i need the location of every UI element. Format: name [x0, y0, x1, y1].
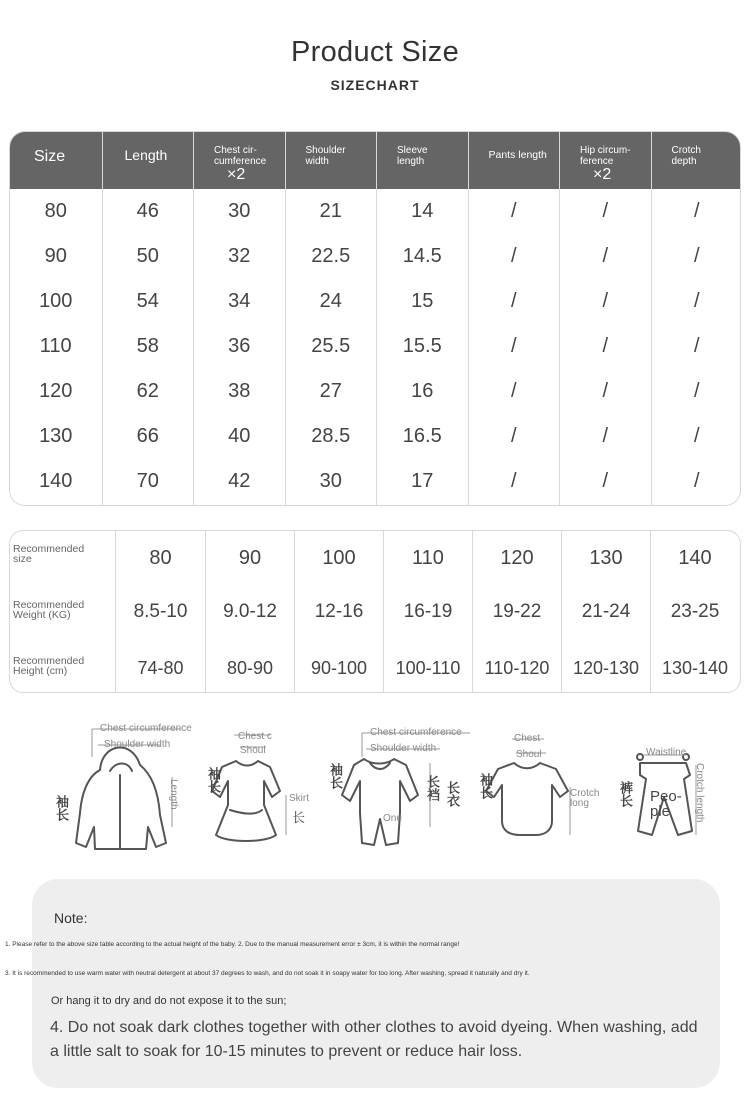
recommend-col: [561, 531, 650, 693]
size-col-shoulder: [285, 132, 377, 506]
header-label: Sleeve length: [397, 145, 428, 167]
romper-shoulder-label: Shoulder width: [370, 743, 437, 754]
recommend-col: [383, 531, 472, 693]
table-cell: 15: [411, 290, 434, 312]
table-cell: 58: [136, 335, 159, 357]
table-cell: 15.5: [402, 335, 442, 357]
table-cell: /: [693, 470, 700, 492]
recommend-size-cell: 110: [412, 547, 444, 569]
table-cell: 34: [228, 290, 251, 312]
table-cell: 40: [228, 425, 251, 447]
size-col-pants-length: [468, 132, 560, 506]
recommend-size-cell: 140: [678, 547, 712, 569]
table-cell: 66: [136, 425, 159, 447]
recommend-size-cell: 80: [149, 547, 172, 569]
table-cell: 42: [228, 470, 251, 492]
table-cell: /: [510, 290, 517, 312]
table-cell: 62: [136, 380, 159, 402]
table-cell: 30: [319, 470, 342, 492]
recommend-weight-cell: 12-16: [314, 601, 364, 622]
romper-length-label-2: 长衣: [445, 781, 460, 807]
table-cell: 21: [319, 200, 342, 222]
table-cell: 25.5: [311, 335, 351, 357]
recommend-weight-label: Recommended Weight (KG): [13, 599, 85, 621]
table-cell: 30: [228, 200, 251, 222]
recommend-size-cell: 100: [322, 547, 356, 569]
dress-shoulder-label: Shoul: [240, 745, 266, 756]
table-cell: /: [693, 380, 700, 402]
header-label: Chest cir- cumference: [214, 145, 267, 167]
table-cell: /: [602, 470, 609, 492]
recommend-weight-cell: 23-25: [670, 601, 720, 622]
garment-diagrams: [0, 715, 750, 865]
bodysuit-outline: [486, 763, 568, 835]
pants-crotch-label: Crotch length: [694, 763, 705, 823]
jacket-chest-label: Chest circumference: [100, 723, 192, 734]
note-line-2: 3. It is recommended to use warm water with neutral detergent at about 37 degrees to wash, and do not soak it in soapy water for too long. After washing, spread it naturally and dry it.: [5, 970, 530, 977]
jacket-length-label: Length: [168, 779, 179, 810]
table-cell: 28.5: [311, 425, 351, 447]
jacket-shoulder-label: Shoulder width: [104, 739, 171, 750]
recommend-height-cell: 100-110: [395, 658, 461, 678]
header-label: Crotch depth: [671, 145, 701, 167]
table-cell: 27: [319, 380, 342, 402]
pants-people-label: Peo- ple: [650, 788, 682, 820]
recommend-col: [294, 531, 383, 693]
recommend-size-cell: 120: [500, 547, 534, 569]
recommend-height-cell: 120-130: [572, 658, 640, 678]
size-col-length: [102, 132, 194, 506]
recommend-col: [650, 531, 739, 693]
header-cell: [377, 132, 468, 189]
note-title: Note:: [54, 910, 88, 926]
times-two-label: ×2: [593, 166, 612, 183]
table-cell: 46: [136, 200, 159, 222]
table-cell: 16: [411, 380, 434, 402]
times-two-label: ×2: [227, 166, 246, 183]
dress-skirt-label: Skirt: [289, 793, 309, 804]
table-cell: 50: [136, 245, 159, 267]
size-table: [9, 131, 741, 506]
table-cell: /: [693, 335, 700, 357]
bodysuit-shoulder-label: Shoul: [516, 749, 542, 760]
table-cell: 110: [39, 335, 72, 357]
pants-length-label: 裤长: [618, 781, 633, 807]
table-cell: 38: [228, 380, 251, 402]
recommend-weight-cell: 16-19: [403, 601, 453, 622]
header-cell: [10, 132, 102, 189]
bodysuit-sleeve-label: 袖长: [478, 773, 493, 799]
table-cell: 130: [39, 425, 73, 447]
recommend-weight-cell: 21-24: [581, 601, 631, 622]
table-cell: /: [602, 335, 609, 357]
size-col-size: [10, 132, 102, 506]
recommend-height-cell: 90-100: [310, 658, 368, 678]
recommend-label-column: [10, 531, 116, 693]
table-cell: 100: [39, 290, 73, 312]
table-cell: 140: [39, 470, 73, 492]
table-cell: 24: [319, 290, 342, 312]
table-cell: 16.5: [402, 425, 442, 447]
size-col-sleeve: [376, 132, 468, 506]
note-line-4: 4. Do not soak dark clothes together with other clothes to avoid dyeing. When washing, add a little salt to soak for 10-15 minutes to prevent or reduce hair loss.: [50, 1019, 698, 1060]
size-col-chest: [193, 132, 285, 506]
table-cell: /: [693, 290, 700, 312]
size-col-hip: [559, 132, 651, 506]
table-cell: 70: [136, 470, 159, 492]
table-cell: /: [510, 425, 517, 447]
recommend-col: [116, 531, 205, 693]
header-label: Shoulder width: [305, 145, 346, 167]
dress-length-label: 长: [292, 810, 306, 825]
recommend-weight-cell: 19-22: [492, 601, 542, 622]
table-cell: /: [602, 245, 609, 267]
recommend-col: [472, 531, 561, 693]
jacket-sleeve-label: 袖长: [54, 795, 69, 821]
table-cell: 80: [44, 200, 67, 222]
table-cell: 90: [44, 245, 67, 267]
header-cell: [103, 132, 194, 189]
table-cell: 17: [411, 470, 434, 492]
dress-chest-label: Chest c: [238, 731, 272, 742]
recommend-weight-cell: 9.0-12: [223, 601, 277, 622]
table-cell: /: [693, 200, 700, 222]
header-label: Size: [34, 148, 66, 165]
table-cell: /: [602, 200, 609, 222]
table-cell: /: [510, 335, 517, 357]
table-cell: /: [510, 470, 517, 492]
recommend-size-cell: 90: [238, 547, 262, 569]
recommend-height-cell: 80-90: [226, 658, 274, 678]
table-cell: 54: [136, 290, 159, 312]
recommend-size-cell: 130: [589, 547, 623, 569]
size-col-crotch: [651, 132, 742, 506]
header-label: Hip circum- ference: [580, 145, 631, 167]
recommend-height-cell: 130-140: [661, 658, 729, 678]
page-title: Product Size: [290, 36, 459, 68]
bodysuit-crotch-label: Crotch long: [570, 788, 600, 809]
dress-sleeve-label: 袖长: [206, 767, 221, 793]
recommend-height-label: Recommended Height (cm): [13, 655, 85, 677]
romper-chest-label: Chest circumference: [370, 727, 462, 738]
table-cell: /: [602, 425, 609, 447]
table-cell: /: [602, 380, 609, 402]
table-cell: /: [602, 290, 609, 312]
header-cell: [560, 132, 651, 189]
header-cell: [469, 132, 560, 189]
header-label: Pants length: [488, 149, 547, 161]
table-cell: 22.5: [311, 245, 351, 267]
header-cell: [194, 132, 285, 189]
table-cell: /: [693, 425, 700, 447]
recommend-height-cell: 110-120: [484, 658, 550, 678]
header-label: Length: [124, 147, 168, 163]
recommend-weight-cell: 8.5-10: [133, 601, 188, 622]
table-cell: 120: [39, 380, 73, 402]
table-cell: 14: [411, 200, 434, 222]
romper-outline: [342, 759, 418, 845]
romper-sleeve-label: 袖长: [328, 763, 343, 789]
note-line-3: Or hang it to dry and do not expose it to the sun;: [51, 995, 287, 1007]
note-line-1: 1. Please refer to the above size table according to the actual height of the baby. 2. Due to the manual measurement error ± 3cm, it is within the normal range!: [5, 941, 460, 948]
pants-waist-label: Waistline: [646, 747, 687, 758]
header-cell: [286, 132, 377, 189]
table-cell: /: [693, 245, 700, 267]
table-cell: 32: [228, 245, 251, 267]
page-subtitle: SIZECHART: [330, 77, 420, 93]
table-cell: 36: [228, 335, 251, 357]
table-cell: /: [510, 380, 517, 402]
recommend-height-cell: 74-80: [137, 658, 184, 678]
romper-one-label: One: [383, 813, 402, 824]
table-cell: 14.5: [402, 245, 442, 267]
table-cell: /: [510, 245, 517, 267]
recommend-col: [205, 531, 294, 693]
romper-length-label-1: 长裆: [425, 775, 440, 801]
recommend-table: [9, 530, 741, 693]
bodysuit-chest-label: Chest: [514, 733, 541, 744]
recommend-size-label: Recommended size: [13, 543, 85, 565]
header-cell: [652, 132, 742, 189]
table-cell: /: [510, 200, 517, 222]
